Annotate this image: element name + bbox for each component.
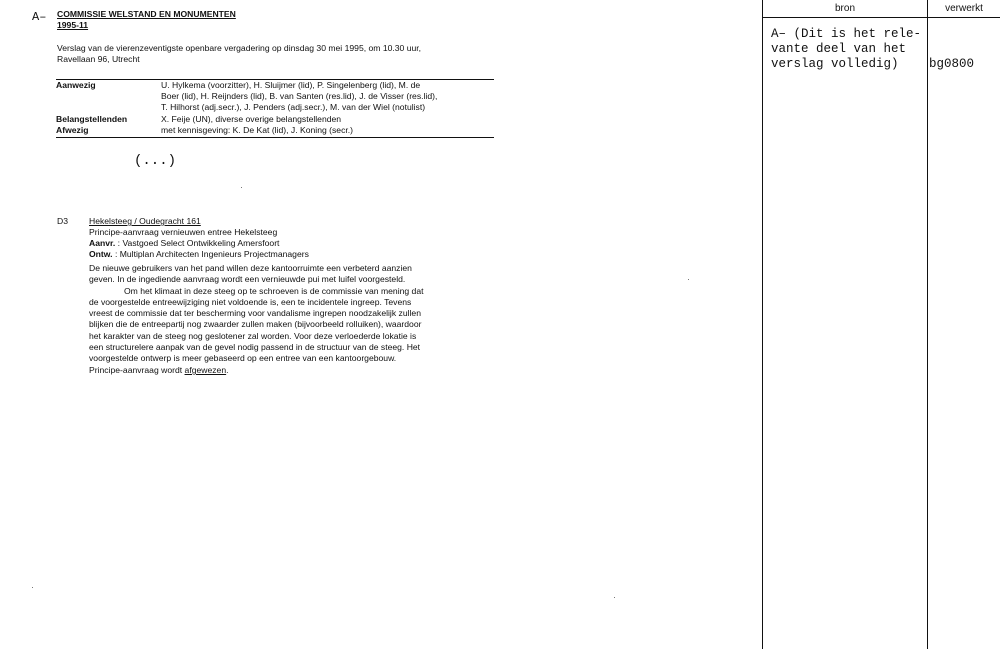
body-line: vreest de commissie dat ter bescherming voor vandalisme ingrepen noodzakelijk zullen	[89, 308, 421, 318]
item-number: D3	[57, 216, 68, 226]
body-line: geven. In de ingediende aanvraag wordt een vernieuwde pui met luifel voorgesteld.	[89, 274, 406, 284]
source-note-line: vante deel van het	[771, 42, 907, 56]
present-line: T. Hilhorst (adj.secr.), J. Penders (adj.secr.), M. van der Wiel (notulist)	[161, 102, 426, 112]
stakeholders-label: Belangstellenden	[56, 114, 128, 124]
applicant-label: Aanvr.	[89, 238, 116, 248]
body-line: De nieuwe gebruikers van het pand willen deze kantoorruimte een verbeterd aanzien	[89, 263, 412, 273]
body-line: het karakter van de steeg nog geslotener zal worden. Voor deze verloederde lokatie is	[89, 331, 417, 341]
designer-text: : Multiplan Architecten Ingenieurs Projectmanagers	[114, 249, 309, 259]
present-label: Aanwezig	[56, 80, 96, 90]
omission-ellipsis: (...)	[134, 153, 177, 169]
item-address: Hekelsteeg / Oudegracht 161	[89, 216, 201, 226]
scan-speck	[32, 587, 33, 588]
intro-line-2: Ravellaan 96, Utrecht	[57, 54, 140, 64]
document-year: 1995-11	[57, 20, 89, 30]
intro-line-1: Verslag van de vierenzeventigste openbare vergadering op dinsdag 30 mei 1995, om 10.30 uur,	[57, 43, 422, 53]
body-line: de voorgestelde entreewijziging niet voldoende is, een te incidentele ingreep. Tevens	[89, 297, 412, 307]
source-mark: A–	[32, 10, 47, 24]
body-line: voorgestelde ontwerp is meer gebaseerd op een entree van een kantoorgebouw.	[89, 353, 397, 363]
source-note-line: A– (Dit is het rele-	[771, 27, 922, 41]
verdict-word: afgewezen	[184, 365, 227, 375]
present-line: Boer (lid), H. Reijnders (lid), B. van Santen (res.lid), J. de Visser (res.lid),	[161, 91, 438, 101]
item-designer	[89, 249, 309, 260]
stakeholders-text: X. Feije (UN), diverse overige belangstellenden	[161, 114, 342, 124]
absent-label: Afwezig	[56, 125, 89, 135]
absent-text: met kennisgeving: K. De Kat (lid), J. Koning (secr.)	[161, 125, 354, 135]
body-line: een structurelere aanpak van de gevel nodig passend in de structuur van de steeg. Het	[89, 342, 421, 352]
applicant-text: : Vastgoed Select Ontwikkeling Amersfoort	[117, 238, 280, 248]
column-header-processed: verwerkt	[945, 3, 983, 14]
verdict-prefix: Principe-aanvraag wordt	[89, 365, 185, 375]
body-line: blijken die de entreepartij nog zwaarder zullen maken (bijvoorbeeld rolluiken), waardoor	[89, 319, 422, 329]
margin-header-rule	[762, 17, 1000, 18]
body-line: Om het klimaat in deze steeg op te schroeven is de commissie van mening dat	[124, 286, 424, 296]
attendance-bottom-rule	[56, 137, 494, 138]
designer-label: Ontw.	[89, 249, 113, 259]
source-note-line: verslag volledig)	[771, 57, 899, 71]
item-subject: Principe-aanvraag vernieuwen entree Hekelsteeg	[89, 227, 278, 237]
column-header-source: bron	[834, 3, 855, 14]
verdict-line	[89, 365, 499, 376]
margin-divider-right	[927, 0, 928, 649]
verdict-suffix: .	[226, 365, 229, 375]
scan-speck	[614, 597, 615, 598]
present-line: U. Hylkema (voorzitter), H. Sluijmer (lid), P. Singelenberg (lid), M. de	[161, 80, 421, 90]
document-title: COMMISSIE WELSTAND EN MONUMENTEN	[57, 9, 236, 19]
scan-speck	[688, 279, 689, 280]
scan-speck	[241, 187, 242, 188]
processed-code: bg0800	[929, 57, 975, 71]
source-note	[771, 27, 921, 72]
item-applicant	[89, 238, 279, 249]
margin-divider-left	[762, 0, 763, 649]
